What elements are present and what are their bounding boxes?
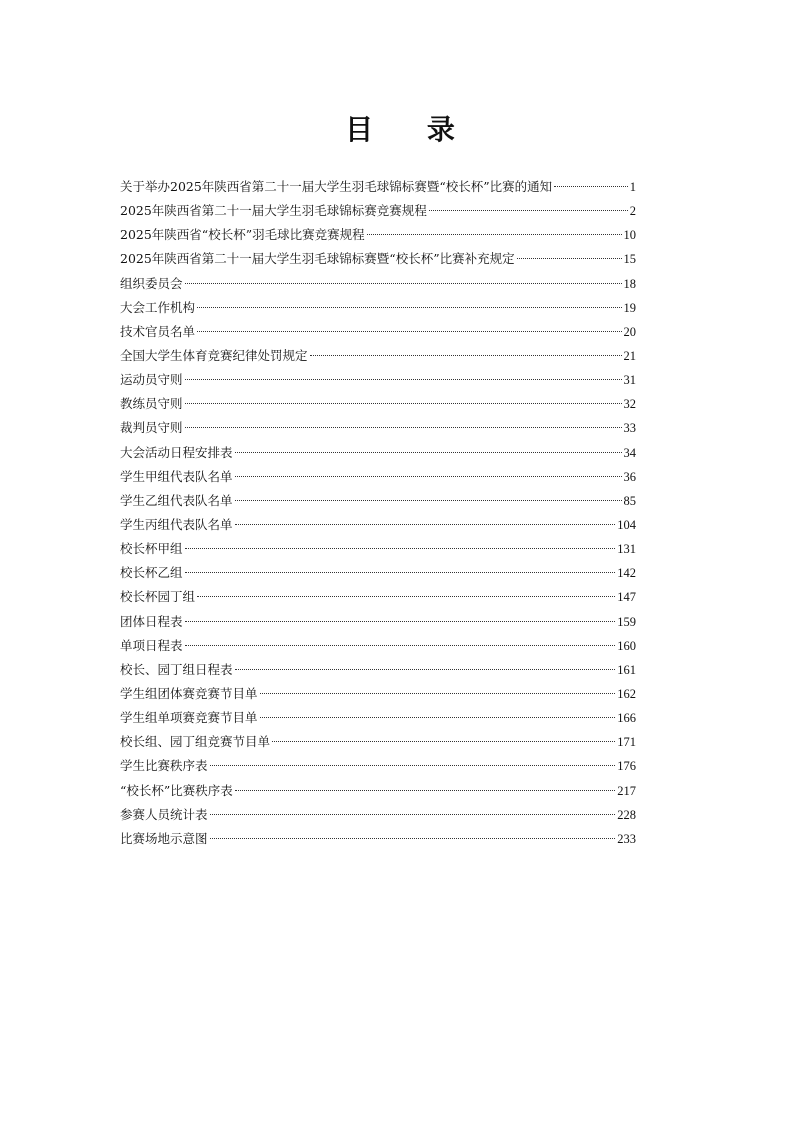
toc-dot-leader — [210, 814, 616, 815]
toc-entry-label: 2025年陕西省第二十一届大学生羽毛球锦标赛竞赛规程 — [120, 203, 427, 219]
toc-entry-label: “校长杯”比赛秩序表 — [120, 782, 233, 798]
toc-entry[interactable] — [120, 247, 636, 271]
toc-entry-page: 36 — [623, 469, 636, 484]
toc-entry-page: 85 — [623, 493, 636, 508]
toc-dot-leader — [310, 355, 622, 356]
toc-entry[interactable] — [120, 754, 636, 778]
toc-entry-label: 参赛人员统计表 — [120, 806, 208, 822]
toc-dot-leader — [367, 234, 622, 235]
toc-entry[interactable] — [120, 634, 636, 658]
toc-entry-page: 21 — [623, 348, 636, 363]
toc-entry-label: 大会工作机构 — [120, 299, 196, 315]
toc-entry[interactable] — [120, 175, 636, 199]
toc-entry-page: 31 — [623, 373, 636, 388]
toc-entry-page: 131 — [617, 542, 636, 557]
toc-entry[interactable] — [120, 585, 636, 609]
toc-entry-label: 学生丙组代表队名单 — [120, 516, 233, 532]
toc-entry[interactable] — [120, 537, 636, 561]
page-title: 目 录 — [345, 113, 477, 146]
toc-entry-page: 217 — [617, 783, 636, 798]
toc-entry-label: 校长杯园丁组 — [120, 589, 196, 605]
toc-dot-leader — [235, 452, 622, 453]
toc-entry[interactable] — [120, 296, 636, 320]
toc-entry-label: 教练员守则 — [120, 396, 183, 412]
toc-entry-label: 学生甲组代表队名单 — [120, 468, 233, 484]
toc-dot-leader — [185, 379, 622, 380]
toc-entry-label: 校长杯甲组 — [120, 541, 183, 557]
toc-entry[interactable] — [120, 223, 636, 247]
toc-dot-leader — [185, 427, 622, 428]
toc-dot-leader — [235, 500, 622, 501]
toc-entry-label: 校长组、园丁组竞赛节目单 — [120, 734, 271, 750]
toc-entry[interactable] — [120, 779, 636, 803]
toc-dot-leader — [210, 838, 616, 839]
toc-entry-page: 176 — [617, 759, 636, 774]
toc-entry[interactable] — [120, 803, 636, 827]
toc-dot-leader — [197, 307, 621, 308]
toc-entry[interactable] — [120, 730, 636, 754]
toc-entry-page: 19 — [623, 300, 636, 315]
toc-entry[interactable] — [120, 658, 636, 682]
toc-entry[interactable] — [120, 416, 636, 440]
toc-entry[interactable] — [120, 392, 636, 416]
toc-dot-leader — [554, 186, 628, 187]
toc-entry[interactable] — [120, 272, 636, 296]
toc-entry-label: 比赛场地示意图 — [120, 830, 208, 846]
toc-entry[interactable] — [120, 513, 636, 537]
toc-dot-leader — [185, 403, 622, 404]
toc-dot-leader — [429, 210, 628, 211]
toc-dot-leader — [235, 524, 616, 525]
toc-dot-leader — [235, 476, 622, 477]
toc-entry-label: 校长、园丁组日程表 — [120, 661, 233, 677]
toc-entry-label: 全国大学生体育竞赛纪律处罚规定 — [120, 347, 308, 363]
table-of-contents — [120, 175, 636, 851]
toc-dot-leader — [185, 621, 616, 622]
toc-entry-page: 2 — [629, 204, 636, 219]
toc-entry[interactable] — [120, 706, 636, 730]
toc-dot-leader — [235, 669, 616, 670]
toc-dot-leader — [185, 283, 622, 284]
toc-entry-page: 162 — [617, 686, 636, 701]
toc-entry[interactable] — [120, 368, 636, 392]
toc-entry-page: 142 — [617, 566, 636, 581]
toc-dot-leader — [260, 717, 616, 718]
toc-entry-label: 学生组团体赛竞赛节目单 — [120, 685, 258, 701]
toc-dot-leader — [235, 790, 615, 791]
toc-entry[interactable] — [120, 465, 636, 489]
toc-entry-page: 159 — [617, 614, 636, 629]
toc-entry-label: 单项日程表 — [120, 637, 183, 653]
toc-dot-leader — [210, 765, 616, 766]
toc-entry[interactable] — [120, 441, 636, 465]
toc-entry-page: 233 — [617, 831, 636, 846]
toc-dot-leader — [197, 596, 615, 597]
toc-entry-label: 2025年陕西省“校长杯”羽毛球比赛竞赛规程 — [120, 227, 365, 243]
toc-entry-page: 20 — [623, 324, 636, 339]
toc-entry[interactable] — [120, 827, 636, 851]
toc-dot-leader — [185, 645, 616, 646]
toc-entry-page: 160 — [617, 638, 636, 653]
toc-entry[interactable] — [120, 320, 636, 344]
toc-entry-page: 34 — [623, 445, 636, 460]
toc-entry-label: 校长杯乙组 — [120, 565, 183, 581]
toc-dot-leader — [517, 258, 622, 259]
toc-entry-page: 32 — [623, 397, 636, 412]
toc-entry[interactable] — [120, 610, 636, 634]
toc-entry-label: 学生组单项赛竞赛节目单 — [120, 710, 258, 726]
toc-dot-leader — [272, 741, 615, 742]
toc-entry[interactable] — [120, 489, 636, 513]
toc-entry-page: 18 — [623, 276, 636, 291]
toc-entry-label: 2025年陕西省第二十一届大学生羽毛球锦标赛暨“校长杯”比赛补充规定 — [120, 251, 515, 267]
toc-entry-page: 10 — [623, 228, 636, 243]
toc-entry-page: 33 — [623, 421, 636, 436]
toc-entry[interactable] — [120, 561, 636, 585]
toc-entry-page: 15 — [623, 252, 636, 267]
toc-entry[interactable] — [120, 199, 636, 223]
toc-entry-label: 技术官员名单 — [120, 323, 196, 339]
toc-entry-label: 团体日程表 — [120, 613, 183, 629]
toc-entry-page: 166 — [617, 711, 636, 726]
toc-entry-label: 组织委员会 — [120, 275, 183, 291]
toc-dot-leader — [185, 572, 616, 573]
toc-entry-label: 学生乙组代表队名单 — [120, 492, 233, 508]
toc-entry-label: 裁判员守则 — [120, 420, 183, 436]
toc-dot-leader — [197, 331, 621, 332]
toc-entry-page: 1 — [629, 180, 636, 194]
toc-entry-page: 228 — [617, 807, 636, 822]
toc-entry[interactable] — [120, 682, 636, 706]
toc-entry-page: 104 — [617, 517, 636, 532]
toc-entry-page: 161 — [617, 662, 636, 677]
toc-entry-page: 147 — [617, 590, 636, 605]
toc-entry-label: 学生比赛秩序表 — [120, 758, 208, 774]
toc-entry-label: 关于举办2025年陕西省第二十一届大学生羽毛球锦标赛暨“校长杯”比赛的通知 — [120, 179, 553, 194]
toc-entry[interactable] — [120, 344, 636, 368]
toc-dot-leader — [260, 693, 616, 694]
toc-entry-label: 运动员守则 — [120, 372, 183, 388]
toc-entry-label: 大会活动日程安排表 — [120, 444, 233, 460]
toc-entry-page: 171 — [617, 735, 636, 750]
toc-dot-leader — [185, 548, 616, 549]
